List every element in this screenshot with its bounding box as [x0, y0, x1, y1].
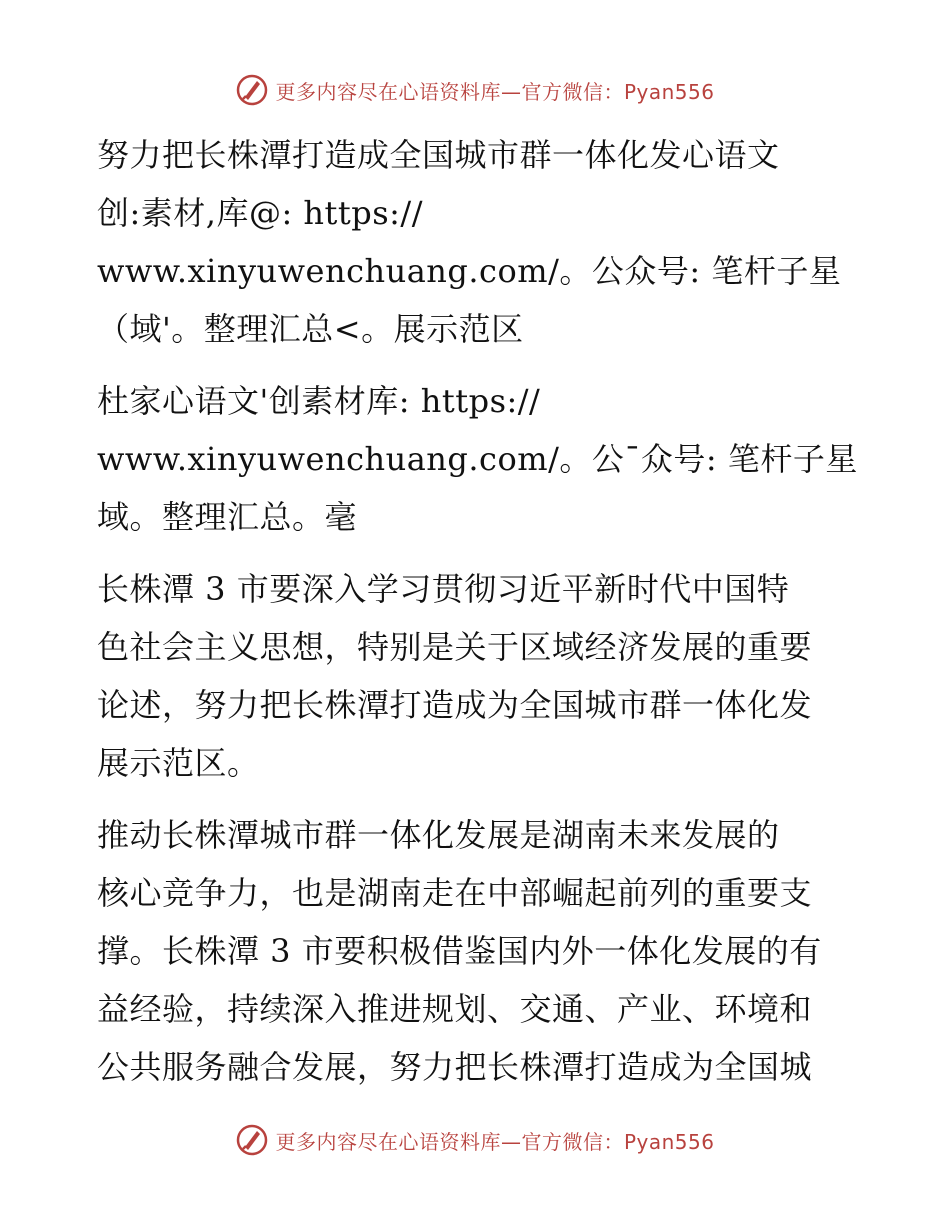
paragraph-line: 推动长株潭城市群一体化发展是湖南未来发展的	[97, 816, 780, 854]
paragraph-line: （域'。整理汇总<。展示范区	[97, 310, 524, 348]
paragraph-line: 公共服务融合发展，努力把长株潭打造成为全国城	[97, 1048, 813, 1086]
paragraph-4	[97, 806, 857, 1096]
paragraph-line: 域。整理汇总。毫	[97, 498, 358, 536]
paragraph-line: 核心竞争力，也是湖南走在中部崛起前列的重要支	[97, 874, 813, 912]
paragraph-line: www.xinyuwenchuang.com/。公众号: 笔杆子星	[97, 252, 842, 290]
header-banner	[0, 70, 950, 110]
paragraph-line: 努力把长株潭打造成全国城市群一体化发心语文	[97, 136, 780, 174]
paragraph-line: 色社会主义思想，特别是关于区域经济发展的重要	[97, 628, 813, 666]
paragraph-line: www.xinyuwenchuang.com/。公¯众号: 笔杆子星	[97, 440, 858, 478]
quill-logo-icon	[235, 1123, 269, 1157]
paragraph-2	[97, 372, 857, 546]
paragraph-1	[97, 126, 857, 358]
header-banner-text: 更多内容尽在心语资料库—官方微信：Pyan556	[275, 79, 715, 104]
footer-banner-text: 更多内容尽在心语资料库—官方微信：Pyan556	[275, 1129, 715, 1154]
document-body	[97, 126, 857, 1110]
paragraph-3	[97, 560, 857, 792]
paragraph-line: 论述，努力把长株潭打造成为全国城市群一体化发	[97, 686, 813, 724]
paragraph-line: 长株潭 3 市要深入学习贯彻习近平新时代中国特	[97, 570, 790, 608]
paragraph-line: 撑。长株潭 3 市要积极借鉴国内外一体化发展的有	[97, 932, 822, 970]
paragraph-line: 创:素材,库@: https://	[97, 194, 423, 232]
footer-banner	[0, 1120, 950, 1160]
paragraph-line: 杜家心语文'创素材库: https://	[97, 382, 541, 420]
paragraph-line: 展示范区。	[97, 744, 260, 782]
paragraph-line: 益经验，持续深入推进规划、交通、产业、环境和	[97, 990, 813, 1028]
quill-logo-icon	[235, 73, 269, 107]
